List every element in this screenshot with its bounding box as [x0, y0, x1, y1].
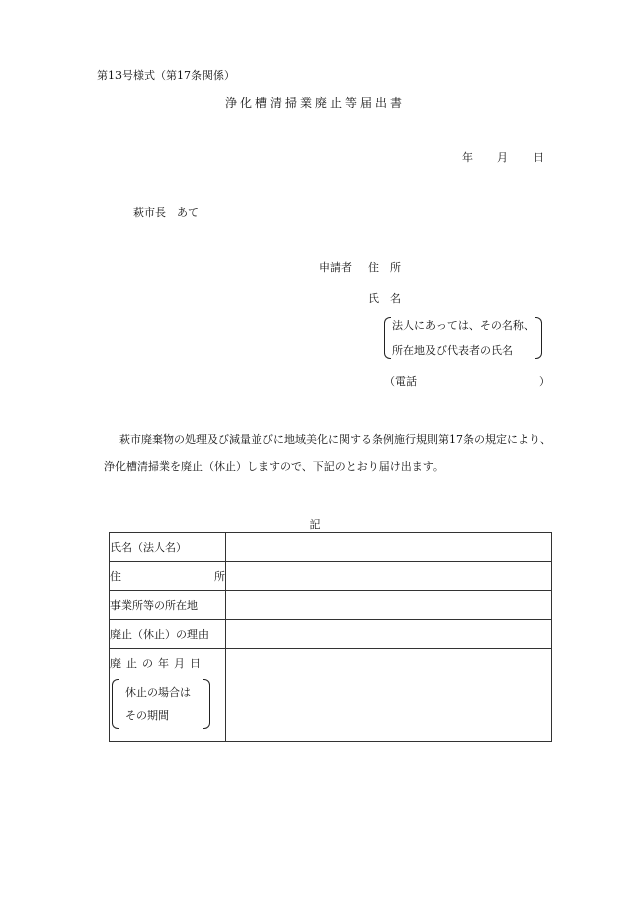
date-label: 廃止の年月日 — [110, 657, 206, 670]
corporate-note — [384, 315, 542, 361]
suspension-note-line-1: 休止の場合は — [125, 686, 191, 699]
table-row — [110, 591, 552, 620]
addressee: 萩市長 あて — [133, 206, 199, 219]
corporate-note-line-1: 法人にあっては、その名称、 — [392, 319, 535, 332]
reason-label-cell — [110, 620, 226, 649]
office-value-cell[interactable] — [226, 591, 552, 620]
notification-table — [109, 532, 552, 742]
date-month-label: 月 — [497, 151, 508, 164]
name-label-cell — [110, 533, 226, 562]
table-row — [110, 533, 552, 562]
name-label: 氏名（法人名） — [110, 541, 187, 554]
date-label-cell — [110, 649, 226, 742]
corporate-note-line-2: 所在地及び代表者の氏名 — [392, 344, 513, 357]
name-value-cell[interactable] — [226, 533, 552, 562]
applicant-name-label: 氏 名 — [368, 292, 401, 305]
phone-label: （電話 — [384, 375, 417, 388]
phone-close-paren: ） — [539, 375, 550, 388]
body-line-2: 浄化槽清掃業を廃止（休止）しますので、下記のとおり届け出ます。 — [104, 460, 444, 473]
office-label: 事業所等の所在地 — [110, 599, 198, 612]
reason-value-cell[interactable] — [226, 620, 552, 649]
table-row — [110, 562, 552, 591]
applicant-address-label: 住 所 — [368, 261, 401, 274]
address-value-cell[interactable] — [226, 562, 552, 591]
document-title: 浄化槽清掃業廃止等届出書 — [224, 96, 405, 110]
ki-heading: 記 — [309, 518, 321, 531]
date-day-label: 日 — [533, 151, 544, 164]
right-bracket — [535, 317, 542, 359]
date-value-cell[interactable] — [226, 649, 552, 742]
date-year-label: 年 — [462, 151, 473, 164]
body-line-1: 萩市廃棄物の処理及び減量並びに地域美化に関する条例施行規則第17条の規定により、 — [119, 433, 551, 446]
office-label-cell — [110, 591, 226, 620]
table-row — [110, 620, 552, 649]
reason-label: 廃止（休止）の理由 — [110, 628, 209, 641]
suspension-note — [112, 679, 210, 729]
address-label-b: 所 — [214, 570, 225, 583]
form-number: 第13号様式（第17条関係） — [97, 69, 235, 82]
address-label-cell — [110, 562, 226, 591]
suspension-note-line-2: その期間 — [125, 709, 169, 722]
address-label-a: 住 — [110, 570, 121, 583]
table-row — [110, 649, 552, 742]
right-bracket — [203, 679, 210, 729]
left-bracket — [112, 679, 119, 729]
left-bracket — [384, 317, 391, 359]
applicant-label: 申請者 — [319, 261, 352, 274]
